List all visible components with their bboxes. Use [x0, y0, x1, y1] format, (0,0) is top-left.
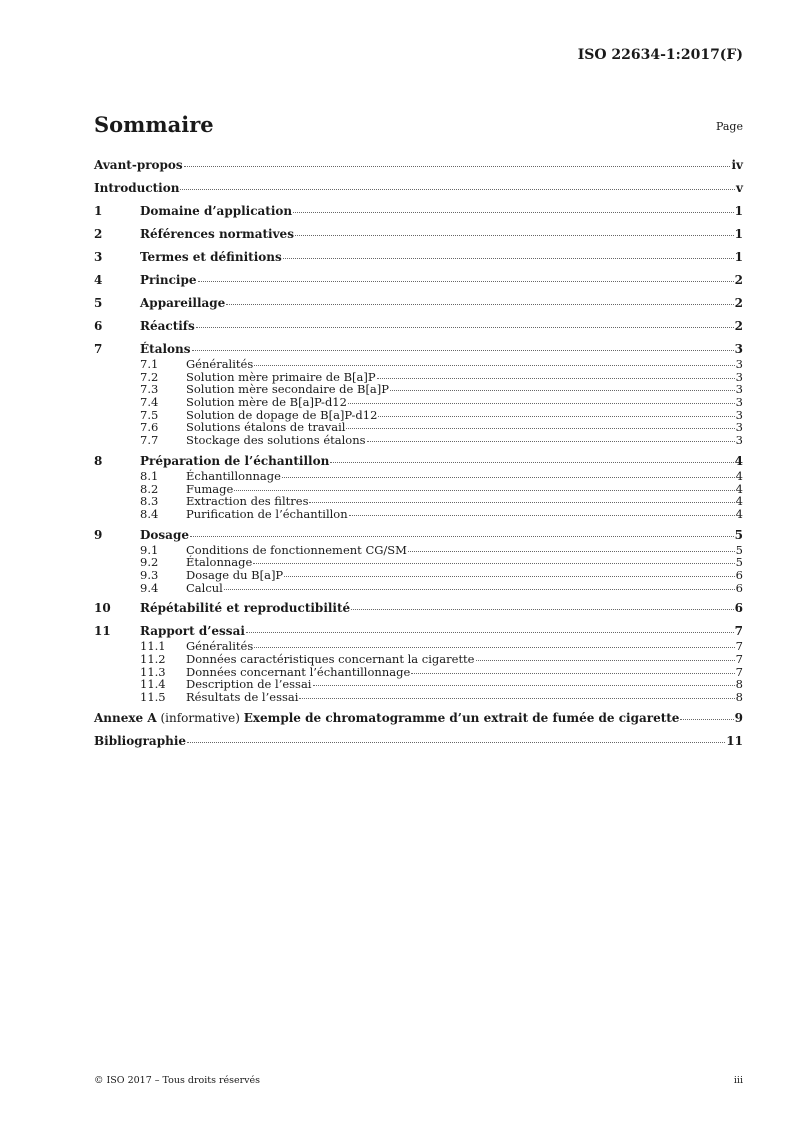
toc-entry-number: 7.5 [140, 407, 159, 422]
dot-leader [476, 660, 735, 661]
toc-entry-page: 7 [735, 664, 743, 679]
toc-entry-number: 11 [94, 624, 111, 639]
toc-entry-page: 9 [734, 710, 743, 725]
toc-entry-page: 8 [735, 690, 743, 705]
toc-entry-label: Généralités [186, 639, 254, 654]
toc-entry-label: Réactifs [140, 319, 195, 333]
dot-leader [190, 536, 734, 537]
dot-leader [226, 304, 733, 305]
toc-entry-label: Stockage des solutions étalons [186, 433, 366, 448]
toc-entry-page: 5 [735, 555, 743, 570]
toc-entry-label: Solution de dopage de B[a]P-d12 [186, 407, 378, 422]
toc-subentry[interactable] [94, 358, 743, 371]
page-title: Sommaire [94, 112, 214, 137]
toc-entry-label: Solution mère de B[a]P-d12 [186, 395, 347, 410]
toc-entry-page: 3 [735, 382, 743, 397]
toc-entry-label [94, 709, 679, 727]
toc-entry-label: Domaine d’application [140, 204, 293, 218]
toc-subentry[interactable] [94, 653, 743, 666]
toc-entry[interactable] [94, 202, 743, 220]
dot-leader [349, 515, 735, 516]
toc-entry-number: 9.3 [140, 567, 159, 582]
toc-subentry[interactable] [94, 495, 743, 508]
toc-entry-label: Étalons [140, 342, 191, 356]
toc-entry-page: 3 [734, 342, 743, 356]
dot-leader [330, 462, 733, 463]
toc-entry-page: iv [731, 158, 743, 172]
dot-leader [411, 673, 734, 674]
toc-entry[interactable] [94, 248, 743, 266]
toc-entry-page: 4 [734, 453, 743, 468]
toc-subentry[interactable] [94, 434, 743, 447]
toc-entry-label: Solution mère secondaire de B[a]P [186, 382, 390, 397]
toc-entry-page: 4 [735, 481, 743, 496]
toc-entry-number: 8.2 [140, 481, 159, 496]
toc-entry-number: 8.3 [140, 494, 159, 509]
toc-entry-label: Répétabilité et reproductibilité [140, 601, 351, 616]
toc-entry-label: Données concernant l’échantillonnage [186, 664, 411, 679]
dot-leader [367, 441, 735, 442]
toc-entry-number: 6 [94, 319, 103, 333]
toc-entry-label: Purification de l’échantillon [186, 506, 348, 521]
page-number-footer: iii [733, 1075, 743, 1086]
toc-entry-page: 4 [735, 468, 743, 483]
toc-entry-number: 8 [94, 453, 103, 468]
toc-entry-page: 11 [726, 733, 743, 748]
toc-entry[interactable] [94, 709, 743, 727]
toc-entry-page: 3 [735, 433, 743, 448]
toc-entry-label: Introduction [94, 181, 180, 195]
dot-leader [283, 258, 734, 259]
toc-subentry[interactable] [94, 396, 743, 409]
toc-subentry[interactable] [94, 569, 743, 582]
dot-leader [408, 551, 735, 552]
toc-entry-page: 7 [734, 624, 743, 639]
toc-entry-label: Solution mère primaire de B[a]P [186, 369, 376, 384]
toc-entry-number: 8.1 [140, 468, 159, 483]
toc-entry-number: 8.4 [140, 506, 159, 521]
toc-entry-number: 9.2 [140, 555, 159, 570]
dot-leader [282, 477, 735, 478]
toc-entry-number: 2 [94, 227, 103, 241]
toc-entry-label: Solutions étalons de travail [186, 420, 346, 435]
toc-subentry[interactable] [94, 691, 743, 704]
toc-entry-page: 3 [735, 369, 743, 384]
toc-entry-page: 3 [735, 420, 743, 435]
toc-entry[interactable] [94, 156, 743, 174]
toc-entry-number: 11.2 [140, 652, 166, 666]
annex-type: (informative) [156, 710, 244, 725]
toc-entry-page: 4 [735, 494, 743, 509]
toc-entry-label: Dosage du B[a]P [186, 567, 284, 582]
toc-entry-label: Rapport d’essai [140, 624, 245, 639]
toc-entry-label: Références normatives [140, 227, 294, 241]
toc-entry[interactable] [94, 732, 743, 750]
page-column-label: Page [715, 120, 743, 133]
toc-entry-page: 5 [734, 527, 743, 542]
toc-entry-label: Appareillage [140, 296, 226, 310]
toc-entry-label: Échantillonnage [186, 468, 281, 483]
toc-entry[interactable] [94, 294, 743, 312]
toc-entry-label: Avant-propos [94, 158, 183, 172]
toc-entry-label: Calcul [186, 580, 223, 595]
toc-entry[interactable] [94, 179, 743, 197]
toc-entry-label: Résultats de l’essai [186, 690, 299, 705]
toc-subentry[interactable] [94, 508, 743, 521]
toc-subentry[interactable] [94, 470, 743, 483]
toc-entry-page: 3 [735, 357, 743, 371]
annex-title: Exemple de chromatogramme d’un extrait de fumée de cigarette [243, 710, 680, 725]
toc-entry-label: Données caractéristiques concernant la cigarette [186, 652, 475, 666]
toc-entry-label: Termes et définitions [140, 250, 282, 264]
toc-entry-label: Étalonnage [186, 555, 253, 570]
toc-entry-number: 7 [94, 342, 103, 356]
toc-entry-label: Préparation de l’échantillon [140, 453, 330, 468]
dot-leader [295, 235, 734, 236]
toc-entry[interactable] [94, 271, 743, 289]
dot-leader [377, 378, 735, 379]
dot-leader [390, 390, 735, 391]
toc-entry-label: Bibliographie [94, 733, 187, 748]
toc-entry-page: 7 [735, 652, 743, 666]
toc-entry-page: 3 [735, 407, 743, 422]
toc-entry-number: 3 [94, 250, 103, 264]
toc-subentry[interactable] [94, 582, 743, 595]
dot-leader [196, 327, 734, 328]
toc-entry-label: Conditions de fonctionnement CG/SM [186, 542, 407, 557]
dot-leader [299, 698, 734, 699]
toc-entry-page: 3 [735, 395, 743, 410]
dot-leader [680, 719, 733, 720]
toc-entry-page: v [736, 181, 743, 195]
toc-entry-page: 2 [734, 296, 743, 310]
toc-entry-page: 2 [734, 273, 743, 287]
toc-entry-page: 6 [735, 567, 743, 582]
toc-entry[interactable] [94, 317, 743, 335]
toc-entry-number: 11.3 [140, 664, 166, 679]
toc-entry-page: 2 [734, 319, 743, 333]
copyright-footer: © ISO 2017 – Tous droits réservés [94, 1075, 261, 1086]
toc-entry[interactable] [94, 526, 743, 544]
document-id-header: ISO 22634-1:2017(F) [577, 47, 743, 63]
toc-entry-number: 7.2 [140, 369, 159, 384]
dot-leader [234, 490, 734, 491]
toc-entry-page: 1 [734, 227, 743, 241]
toc-entry-label: Description de l’essai [186, 677, 312, 692]
toc-entry-number: 11.1 [140, 639, 166, 654]
toc-entry-number: 11.4 [140, 677, 166, 692]
toc-entry[interactable] [94, 622, 743, 640]
toc-entry-page: 6 [735, 580, 743, 595]
toc-entry[interactable] [94, 599, 743, 617]
dot-leader [224, 589, 735, 590]
dot-leader [254, 365, 734, 366]
dot-leader [293, 212, 734, 213]
toc-entry[interactable] [94, 225, 743, 243]
table-of-contents [94, 156, 743, 750]
dot-leader [313, 685, 735, 686]
toc-entry-number: 9.4 [140, 580, 159, 595]
dot-leader [180, 189, 735, 190]
dot-leader [351, 609, 733, 610]
toc-entry-number: 7.4 [140, 395, 159, 410]
toc-entry[interactable] [94, 452, 743, 470]
dot-leader [284, 576, 735, 577]
toc-entry-page: 1 [734, 204, 743, 218]
annex-prefix: Annexe A [94, 710, 157, 725]
toc-entry-number: 5 [94, 296, 103, 310]
dot-leader [192, 350, 734, 351]
toc-entry-page: 5 [735, 542, 743, 557]
dot-leader [254, 647, 734, 648]
toc-entry[interactable] [94, 340, 743, 358]
toc-entry-number: 7.1 [140, 357, 159, 371]
toc-entry-number: 9.1 [140, 542, 159, 557]
toc-entry-number: 7.6 [140, 420, 159, 435]
toc-entry-number: 4 [94, 273, 103, 287]
dot-leader [346, 428, 734, 429]
toc-entry-number: 7.7 [140, 433, 159, 448]
toc-entry-page: 7 [735, 639, 743, 654]
toc-entry-label: Dosage [140, 527, 189, 542]
dot-leader [378, 416, 734, 417]
dot-leader [246, 632, 734, 633]
toc-entry-label: Fumage [186, 481, 234, 496]
toc-entry-page: 1 [734, 250, 743, 264]
toc-entry-label: Extraction des filtres [186, 494, 309, 509]
toc-entry-page: 6 [734, 601, 743, 616]
toc-entry-number: 7.3 [140, 382, 159, 397]
toc-entry-page: 4 [735, 506, 743, 521]
toc-entry-number: 9 [94, 527, 103, 542]
dot-leader [309, 502, 734, 503]
dot-leader [187, 742, 725, 743]
toc-entry-page: 8 [735, 677, 743, 692]
toc-entry-label: Généralités [186, 357, 254, 371]
dot-leader [348, 403, 735, 404]
toc-entry-number: 11.5 [140, 690, 166, 705]
toc-entry-number: 1 [94, 204, 103, 218]
dot-leader [253, 563, 734, 564]
dot-leader [184, 166, 731, 167]
dot-leader [198, 281, 734, 282]
toc-entry-label: Principe [140, 273, 197, 287]
toc-entry-number: 10 [94, 601, 111, 616]
